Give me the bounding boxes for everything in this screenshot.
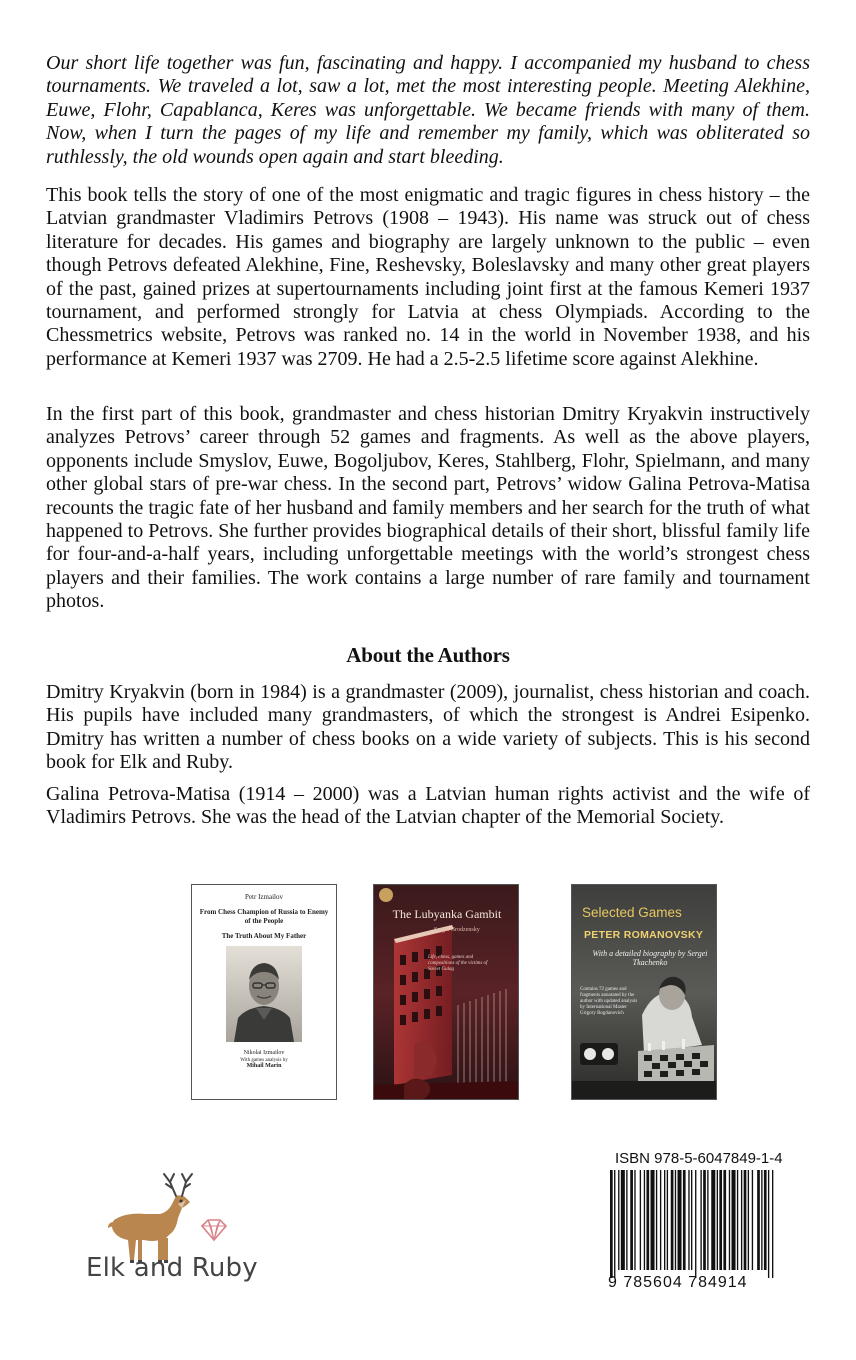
author-bio-2 bbox=[46, 783, 810, 830]
barcode-bar bbox=[700, 1170, 701, 1270]
barcode-bar bbox=[707, 1170, 708, 1270]
barcode-bar bbox=[695, 1170, 696, 1278]
barcode-bar bbox=[667, 1170, 668, 1270]
related-books bbox=[0, 884, 856, 1104]
cover-author-name: PETER ROMANOVSKY bbox=[584, 929, 704, 941]
book-cover-lubyanka[interactable] bbox=[373, 884, 519, 1100]
barcode-bar bbox=[752, 1170, 753, 1270]
cover-author: Sergei Grodzensky bbox=[434, 927, 480, 933]
barcode-icon bbox=[604, 1170, 784, 1286]
description-paragraph-1 bbox=[46, 184, 810, 371]
barcode-bar bbox=[621, 1170, 625, 1270]
barcode-bar bbox=[656, 1170, 657, 1270]
barcode-bar bbox=[671, 1170, 674, 1270]
quote-text: Our short life together was fun, fascinating and happy. I accompanied my husband to chess tournaments. We traveled a lot, saw a lot, met the most interesting people. Meeting Alekhine, Euwe, Flohr, Capablanca, Keres was unforgettable. We became friends with many of them. Now, when I turn the pages of my life and remember my family, which was obliterated so ruthlessly, the old wounds open again and start bleeding. bbox=[46, 52, 810, 168]
cover-author: Petr Izmailov bbox=[245, 893, 283, 901]
cover-blurb: Contains 72 games and fragments annotated by the author with updated analysis by International Master Grigory Bogdanovich bbox=[580, 987, 638, 1016]
barcode-bar bbox=[729, 1170, 730, 1270]
barcode-bar bbox=[618, 1170, 619, 1270]
barcode-bar bbox=[614, 1170, 615, 1278]
barcode-bar bbox=[691, 1170, 692, 1270]
about-authors-heading: About the Authors bbox=[346, 643, 510, 667]
cover-subtitle: With a detailed biography by Sergei Tkachenko bbox=[592, 949, 708, 967]
barcode-bar bbox=[717, 1170, 718, 1270]
barcode-bar bbox=[646, 1170, 649, 1270]
barcode-bar bbox=[732, 1170, 736, 1270]
barcode-bar bbox=[737, 1170, 738, 1270]
barcode-bar bbox=[640, 1170, 641, 1270]
portrait-photo-icon bbox=[226, 946, 302, 1042]
barcode-bar bbox=[723, 1170, 726, 1270]
cover-subtitle: The Truth About My Father bbox=[221, 932, 307, 940]
barcode-bar bbox=[764, 1170, 767, 1270]
barcode-bar bbox=[675, 1170, 676, 1270]
barcode-bar bbox=[711, 1170, 715, 1270]
barcode-bar bbox=[719, 1170, 722, 1270]
barcode-bar bbox=[741, 1170, 742, 1270]
barcode-bar bbox=[757, 1170, 760, 1270]
barcode-bar bbox=[688, 1170, 689, 1270]
barcode-bar bbox=[683, 1170, 686, 1270]
barcode-bar bbox=[660, 1170, 661, 1270]
barcode-bar bbox=[634, 1170, 635, 1270]
publisher-name: Elk and Ruby bbox=[86, 1253, 258, 1283]
barcode-bar bbox=[761, 1170, 762, 1270]
ruby-icon bbox=[202, 1220, 226, 1240]
barcode-bar bbox=[644, 1170, 645, 1270]
cover-title: Selected Games bbox=[582, 905, 682, 920]
cover-title: The Lubyanka Gambit bbox=[392, 907, 502, 921]
barcode-bar bbox=[703, 1170, 706, 1270]
book-cover-romanovsky[interactable] bbox=[571, 884, 717, 1100]
quote-block bbox=[46, 52, 810, 169]
book-cover-izmailov[interactable] bbox=[191, 884, 337, 1100]
description-text: In the first part of this book, grandmaster and chess historian Dmitry Kryakvin instructively analyzes Petrovs’ career through 52 games and fragments. As well as the above players, opponents include Smyslov, Euwe, Bogoljubov, Keres, Stahlberg, Flohr, Spielmann, and many other global stars of pre-war chess. In the second part, Petrovs’ widow Galina Petrova-Matisa recounts the tragic fate of her husband and family members and her search for the truth of what happened to Petrovs. She further provides biographical details of their short, blissful family life for four-and-a-half years, including unforgettable meetings with the world’s strongest chess players and their families. The work contains a large number of rare family and tournament photos. bbox=[46, 403, 810, 613]
author-bio-1 bbox=[46, 681, 810, 775]
barcode-bar bbox=[768, 1170, 769, 1278]
author-bio-text: Dmitry Kryakvin (born in 1984) is a grandmaster (2009), journalist, chess historian and coach. His pupils have included many grandmasters, of which the strongest is Andrei Esipenko. Dmitry has written a number of chess books on a wide variety of subjects. This is his second book for Elk and Ruby. bbox=[46, 681, 810, 774]
barcode-digits: 9 785604 784914 bbox=[608, 1274, 748, 1291]
cover-footer-analyst: Mihail Marin bbox=[246, 1063, 282, 1069]
barcode-bar bbox=[664, 1170, 665, 1270]
description-text: This book tells the story of one of the most enigmatic and tragic figures in chess history – the Latvian grandmaster Vladimirs Petrovs (1908 – 1943). His name was struck out of chess literature for decades. His games and biography are largely unknown to the public – even though Petrovs defeated Alekhine, Fine, Reshevsky, Boleslavsky and many other great players of the past, gained prizes at supertournaments including joint first at the famous Kemeri 1937 tournament, and performed strongly for Latvia at chess Olympiads. According to the Chessmetrics website, Petrovs was ranked no. 14 in the world in November 1938, and his performance at Kemeri 1937 was 2709. He had a 2.5-2.5 lifetime score against Alekhine. bbox=[46, 184, 810, 370]
cover-blurb: Life, chess, games and compositions of the victims of Soviet Gulag bbox=[428, 955, 488, 972]
barcode-bar bbox=[744, 1170, 747, 1270]
isbn-label: ISBN 978-5-6047849-1-4 bbox=[615, 1150, 783, 1167]
barcode-bar bbox=[626, 1170, 627, 1270]
barcode-bar bbox=[678, 1170, 682, 1270]
description-paragraph-2 bbox=[46, 403, 810, 614]
barcode-bar bbox=[748, 1170, 749, 1270]
barcode-bar bbox=[630, 1170, 633, 1270]
barcode-bar bbox=[651, 1170, 655, 1270]
cover-footer-note: With games analysis by bbox=[240, 1058, 288, 1063]
cover-title: From Chess Champion of Russia to Enemy of the People bbox=[199, 908, 329, 925]
barcode-bar bbox=[610, 1170, 613, 1278]
author-bio-text: Galina Petrova-Matisa (1914 – 2000) was a Latvian human rights activist and the wife of Vladimirs Petrovs. She was the head of the Latvian chapter of the Memorial Society. bbox=[46, 783, 810, 829]
cover-footer-author: Nikolai Izmailov bbox=[243, 1050, 285, 1056]
barcode-bar bbox=[772, 1170, 773, 1278]
